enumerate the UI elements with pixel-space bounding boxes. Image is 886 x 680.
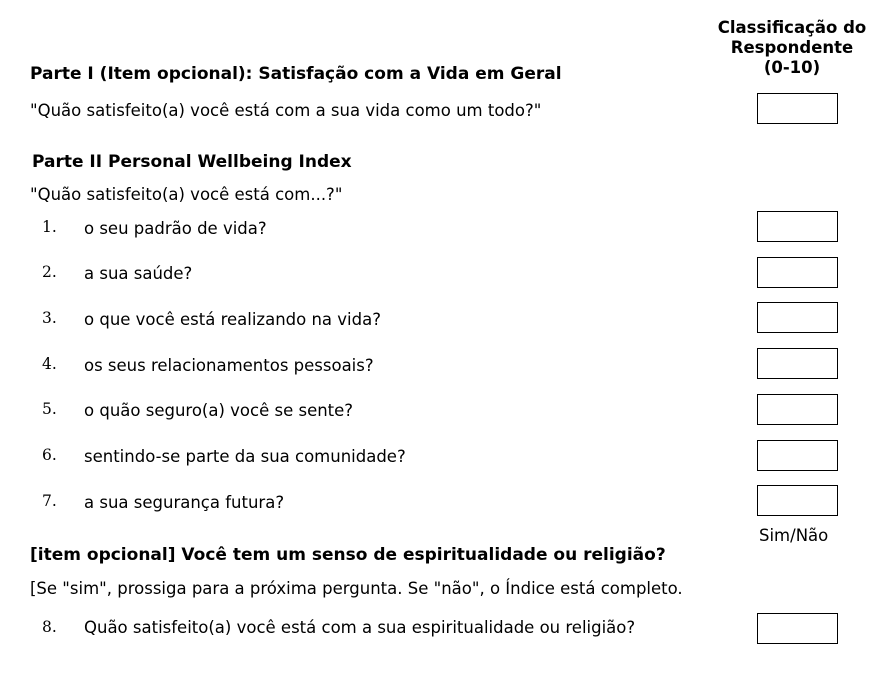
- item-number: 4.: [42, 355, 57, 373]
- part1-title: Parte I (Item opcional): Satisfação com a Vida em Geral: [30, 64, 562, 84]
- rating-header-line1: Classificação do: [717, 18, 867, 37]
- item-5-rating-box[interactable]: [757, 394, 838, 425]
- item-number: 6.: [42, 446, 57, 464]
- item-text: a sua saúde?: [84, 264, 193, 283]
- item-7-rating-box[interactable]: [757, 485, 838, 516]
- item-text: a sua segurança futura?: [84, 493, 285, 512]
- item-number: 1.: [42, 218, 57, 236]
- item-number: 7.: [42, 492, 57, 510]
- item-8-rating-box[interactable]: [757, 613, 838, 644]
- sim-nao-label: Sim/Não: [759, 526, 829, 545]
- item-1-rating-box[interactable]: [757, 211, 838, 242]
- item-3-rating-box[interactable]: [757, 302, 838, 333]
- item-number: 3.: [42, 309, 57, 327]
- item-text: sentindo-se parte da sua comunidade?: [84, 447, 406, 466]
- item-6-rating-box[interactable]: [757, 440, 838, 471]
- rating-header-line3: (0-10): [763, 58, 821, 77]
- item-text: os seus relacionamentos pessoais?: [84, 356, 374, 375]
- item-number: 2.: [42, 263, 57, 281]
- part2-prompt: "Quão satisfeito(a) você está com...?": [30, 185, 343, 204]
- optional-item-instruction: [Se "sim", prossiga para a próxima pergunta. Se "não", o Índice está completo.: [30, 579, 683, 598]
- rating-header-line2: Respondente: [730, 38, 854, 57]
- item-2-rating-box[interactable]: [757, 257, 838, 288]
- item-text: o seu padrão de vida?: [84, 219, 267, 238]
- part1-rating-box[interactable]: [757, 93, 838, 124]
- item-4-rating-box[interactable]: [757, 348, 838, 379]
- item-text: Quão satisfeito(a) você está com a sua espiritualidade ou religião?: [84, 618, 636, 637]
- part1-question: "Quão satisfeito(a) você está com a sua vida como um todo?": [30, 101, 542, 120]
- optional-item-title: [item opcional] Você tem um senso de espiritualidade ou religião?: [30, 545, 666, 565]
- rating-column-header: [706, 18, 878, 78]
- item-text: o que você está realizando na vida?: [84, 310, 381, 329]
- item-number: 5.: [42, 400, 57, 418]
- item-text: o quão seguro(a) você se sente?: [84, 401, 354, 420]
- item-number: 8.: [42, 618, 57, 636]
- part2-title: Parte II Personal Wellbeing Index: [32, 152, 352, 172]
